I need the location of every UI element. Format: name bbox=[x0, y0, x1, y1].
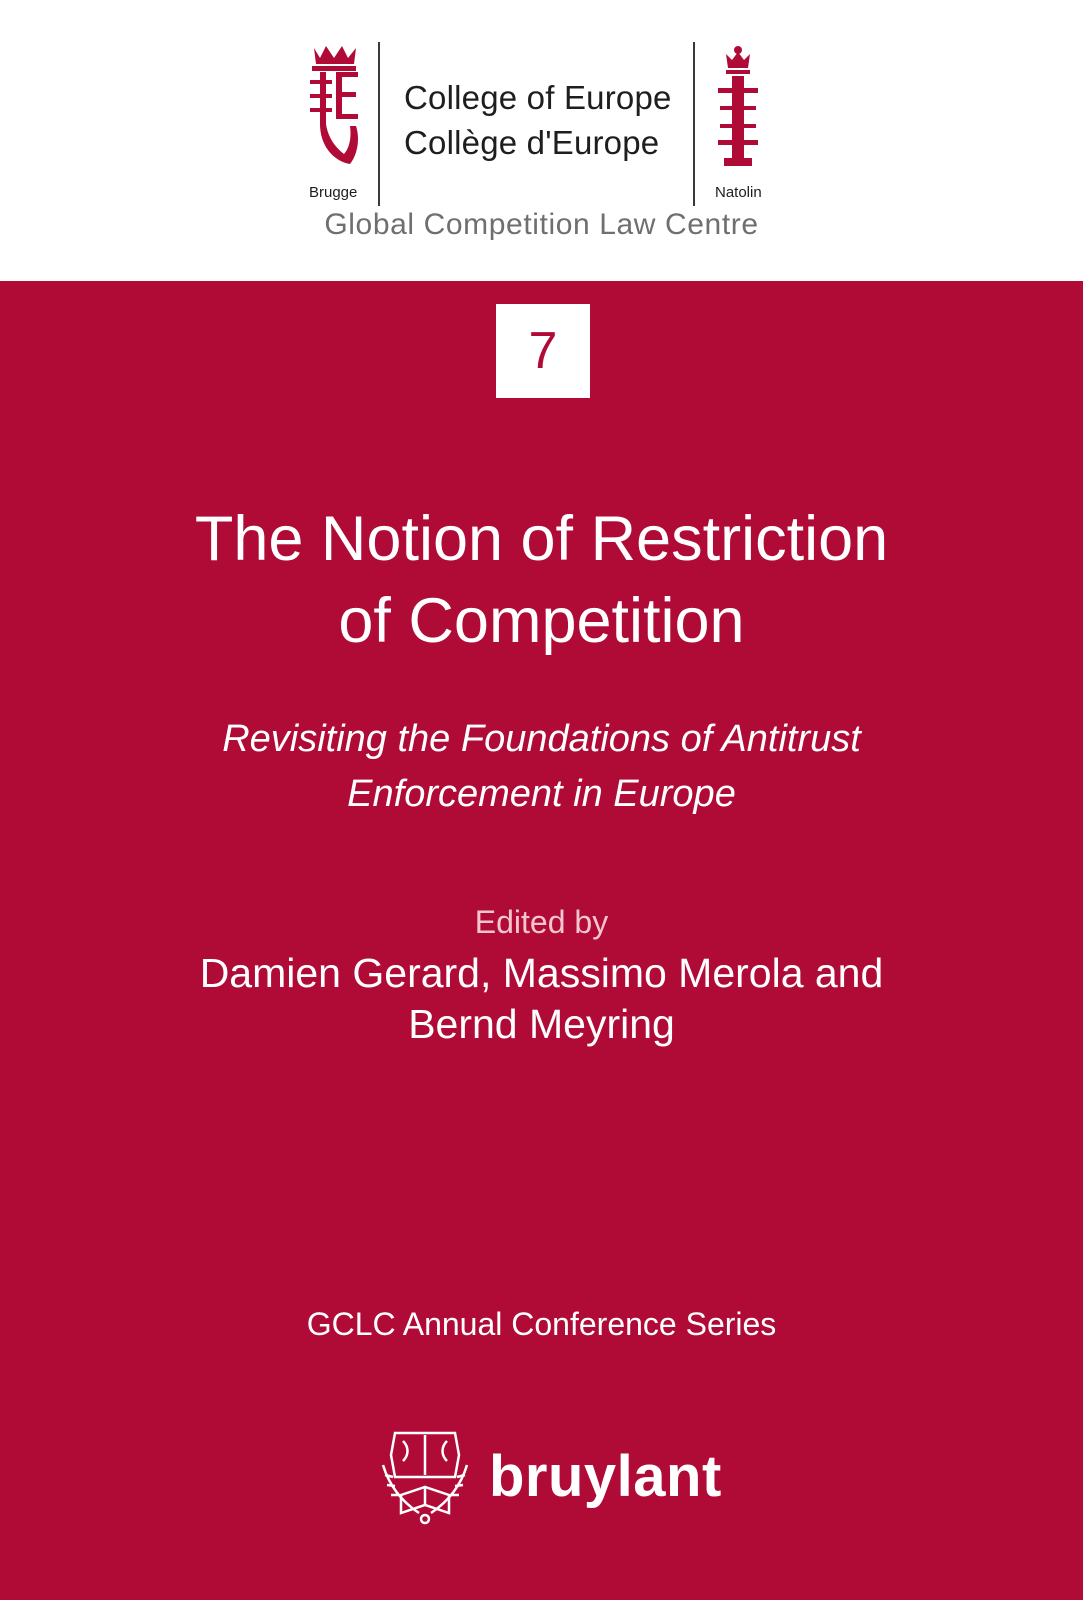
college-name-en: College of Europe bbox=[404, 79, 672, 116]
title-line-1: The Notion of Restriction bbox=[194, 504, 889, 574]
editors-line-2: Bernd Meyring bbox=[408, 1001, 675, 1047]
publisher-logo bbox=[375, 1425, 735, 1535]
campus-natolin: Natolin bbox=[715, 184, 762, 201]
book-title bbox=[60, 498, 1023, 662]
natolin-logo-icon bbox=[716, 44, 760, 168]
header-divider-right bbox=[693, 42, 695, 206]
publisher-name: bruylant bbox=[489, 1444, 722, 1509]
editors bbox=[60, 948, 1023, 1050]
volume-number: 7 bbox=[496, 304, 590, 398]
editors-line-1: Damien Gerard, Massimo Merola and bbox=[199, 950, 884, 996]
subtitle-line-2: Enforcement in Europe bbox=[347, 773, 736, 815]
edited-by-label: Edited by bbox=[474, 904, 609, 940]
centre-name: Global Competition Law Centre bbox=[324, 208, 759, 241]
subtitle-line-1: Revisiting the Foundations of Antitrust bbox=[222, 718, 861, 760]
college-name-fr: Collège d'Europe bbox=[404, 124, 660, 161]
book-subtitle bbox=[60, 712, 1023, 822]
campus-brugge: Brugge bbox=[309, 184, 358, 201]
brugge-logo-icon bbox=[306, 44, 364, 170]
cover-header bbox=[0, 0, 1083, 281]
header-divider-left bbox=[378, 42, 380, 206]
bruylant-emblem-icon bbox=[375, 1425, 475, 1525]
title-line-2: of Competition bbox=[338, 586, 745, 656]
series-name: GCLC Annual Conference Series bbox=[306, 1306, 777, 1342]
